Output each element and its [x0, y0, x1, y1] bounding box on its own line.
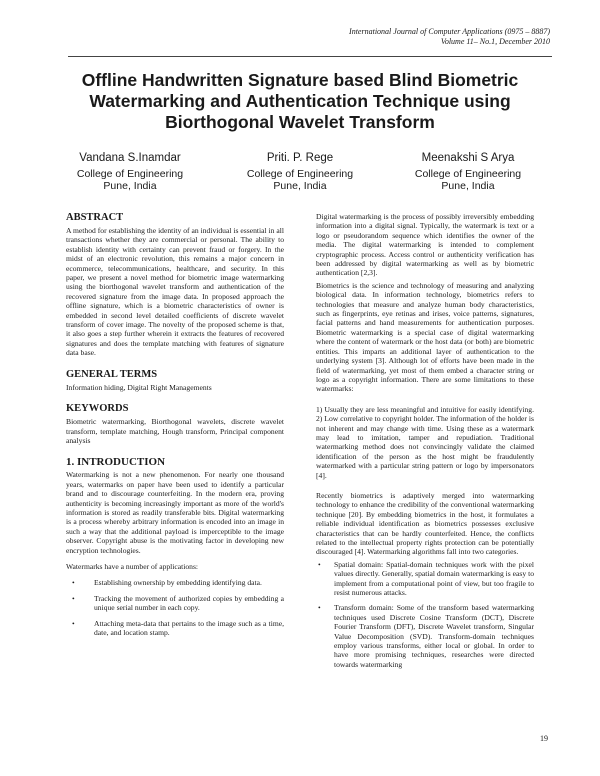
general-terms-text: Information hiding, Digital Right Managements [66, 382, 212, 392]
applications-list [66, 578, 284, 637]
bullet-icon: • [318, 559, 321, 569]
general-terms-heading: GENERAL TERMS [66, 368, 158, 380]
list-item: • Establishing ownership by embedding identifying data. [72, 578, 262, 588]
journal-volume: Volume 11– No.1, December 2010 [440, 37, 550, 46]
paragraph: Digital watermarking is the process of possibly irreversibly embedding information into a digital signal. Typically, the watermark is text or a logo or pseudorandom sequence which identifies the owner of the media. The digital watermarking is intended to complement cryptographic process. Access control or authenticity verification has been addressed by digital watermarking as well as by biometric authentication [2,3]. [316, 212, 534, 278]
list-item: • Spatial domain: Spatial-domain techniques work with the pixel values directly. Generally, spatial domain watermarking is easy to implement from a computational point of view, but too fragile to resist numerous attacks. [318, 559, 534, 598]
keywords-heading: KEYWORDS [66, 403, 129, 415]
journal-header [349, 27, 550, 47]
author-location: Pune, India [441, 180, 495, 192]
author-3 [388, 152, 548, 193]
category-list [316, 560, 534, 669]
header-rule [68, 56, 552, 57]
author-2 [220, 152, 380, 193]
author-affiliation: College of Engineering [76, 167, 184, 180]
introduction-heading: 1. INTRODUCTION [66, 456, 166, 469]
list-item: • Attaching meta-data that pertains to the image such as a time, date, and location stamp. [72, 618, 284, 637]
keywords-text: Biometric watermarking, Biorthogonal wavelets, discrete wavelet transform, template matching, Hough transform, Principal component analysis [66, 417, 284, 445]
abstract-heading: ABSTRACT [66, 212, 124, 223]
author-location: Pune, India [273, 180, 327, 192]
author-location: Pune, India [103, 180, 157, 192]
author-affiliation: College of Engineering [414, 167, 522, 180]
introduction-text: Watermarking is not a new phenomenon. For nearly one thousand years, watermarks on paper have been used to identify a particular brand and to discourage counterfeiting. In the modern era, proving authenticity is becoming increasingly important as more of the world's information is stored as readily transferable bits. Digital watermarking is a process whereby arbitrary information is encoded into an image in such a way that the additional payload is imperceptible to the image observer. Copyright abuse is the motivating factor in developing new encryption technologies. [66, 470, 284, 555]
paragraph: Recently biometrics is adaptively merged into watermarking technology to enhance the credibility of the conventional watermarking technique [20]. By embedding biometrics in the host, it formulates a reliable individual identification as biometrics possesses exclusive characteristics that can be hardly counterfeited. Hence, the conflicts related to the intellectual property rights protection can be potentially discouraged [4]. Watermarking algorithms fall into two categories. [316, 490, 534, 557]
applications-intro: Watermarks have a number of applications: [66, 561, 199, 571]
journal-name: International Journal of Computer Applications (0975 – 8887) [349, 27, 550, 36]
author-name: Vandana S.Inamdar [79, 152, 181, 164]
abstract-text: A method for establishing the identity of an individual is essential in all transactions whether they are commercial or personal. The ability to establish identity with certainty can prevent fraud or forgery. In the midst of an electronic revolution, this remains a major concern in ecommerce, telecommunications, healthcare, and security. In this paper, we present a novel method for biometric image watermarking using the biorthogonal wavelet transform and authentication of the recovered signature from the image data. In proposed approach the offline signature, which is a biometric characteristics of owner is embedded in second level detailed coefficients of discrete wavelet transform of cover image. The novelty of the proposed scheme is that, it also goes a step further wherein it extracts the features of recovered signatures and does the template matching with features of signature data base. [66, 226, 284, 358]
author-1 [50, 152, 210, 193]
bullet-icon: • [72, 578, 75, 588]
author-affiliation: College of Engineering [246, 167, 354, 180]
author-name: Priti. P. Rege [266, 152, 334, 164]
right-column [316, 212, 534, 675]
author-name: Meenakshi S Arya [421, 152, 515, 164]
left-column [66, 212, 284, 643]
paper-title: Offline Handwritten Signature based Blind Biometric Watermarking and Authentication Technique using Biorthogonal Wavelet Transform [81, 70, 519, 132]
page-number: 19 [540, 734, 548, 743]
list-item: • Tracking the movement of authorized copies by embedding a unique serial number in each copy. [72, 593, 284, 613]
bullet-icon: • [72, 593, 75, 603]
bullet-icon: • [318, 603, 321, 613]
paragraph: 1) Usually they are less meaningful and intuitive for easily identifying. 2) Low correlative to copyright holder. The information of the holder is not inherent and may change with time. Using these as a watermark may lead to imitation, tamper and repudiation. Traditional watermarking method does not convincingly validate the claimed identification of the person as the host might be fraudulently watermarked with a particular string pattern or logo by impersonators [4]. [316, 404, 534, 480]
list-item: • Transform domain: Some of the transform based watermarking techniques used Discrete Cosine Transform (DCT), Discrete Fourier Transform (DFT), Discrete Wavelet transform, Singular Value Decomposition (SVD). Transform-domain techniques employ various transforms, either local or global. In order to have more promising techniques, researches were directed towards watermarking [318, 603, 534, 669]
paragraph: Biometrics is the science and technology of measuring and analyzing biological data. In information technology, biometrics refers to technologies that measure and analyze human body characteristics, such as fingerprints, eye retinas and irises, voice patterns, signatures, facial patterns and hand measurements for authentication purposes. Biometric watermarking is a special case of digital watermarking where the content of watermark or the host data (or both) are biometric entities. This imparts an additional layer of authentication to the underlying system [3]. Although lot of efforts have been made in the field of watermarking, yet most of them embed a character string or logo as a copyright information. There are some limitations to these watermarks: [316, 280, 534, 394]
bullet-icon: • [72, 618, 75, 628]
